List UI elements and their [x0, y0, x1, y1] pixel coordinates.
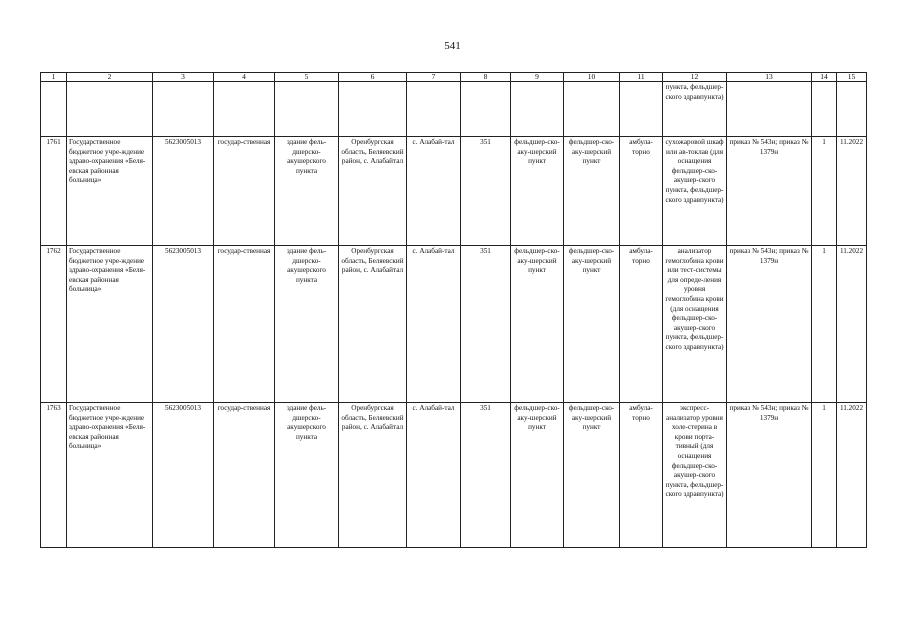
organization-name: Государственное бюджетное учре-ждение здраво-охранения «Беля-евская районная больница» — [67, 246, 153, 403]
column-number: 4 — [214, 73, 275, 82]
table-row — [41, 246, 867, 403]
page-number: 541 — [444, 40, 461, 52]
unit-type-2: фельдшер-ско-аку-шерский пункт — [564, 137, 620, 246]
table-cell: пункта, фельдшер-ского здравпункта) — [663, 82, 727, 137]
column-number-row — [41, 73, 867, 82]
equipment: экспресс-анализатор уровня холе-стерина в крови порта-тивный (для оснащения фельдшер-ско-акушер-ского пункта, фельдшер-ского здравпункта) — [663, 403, 727, 548]
unit-type: фельдшер-ско-аку-шерский пункт — [511, 246, 564, 403]
table-cell — [511, 82, 564, 137]
table-cell — [339, 82, 407, 137]
address: Оренбургская область, Беляевский район, с. Алабайтал — [339, 403, 407, 548]
table-row — [41, 137, 867, 246]
table-cell — [153, 82, 214, 137]
quantity: 1 — [812, 137, 837, 246]
date: 11.2022 — [837, 137, 867, 246]
column-number: 15 — [837, 73, 867, 82]
unit-type-2: фельдшер-ско-аку-шерский пункт — [564, 246, 620, 403]
column-number: 14 — [812, 73, 837, 82]
column-number: 13 — [727, 73, 812, 82]
building-type: здание фель-дшерско-акушерского пункта — [275, 246, 339, 403]
care-mode: амбула-торно — [620, 403, 663, 548]
column-number: 2 — [67, 73, 153, 82]
quantity: 1 — [812, 403, 837, 548]
table-cell — [67, 82, 153, 137]
column-number: 12 — [663, 73, 727, 82]
ownership-form: государ-ственная — [214, 246, 275, 403]
unit-type: фельдшер-ско-аку-шерский пункт — [511, 403, 564, 548]
column-number: 3 — [153, 73, 214, 82]
population: 351 — [461, 403, 511, 548]
care-mode: амбула-торно — [620, 246, 663, 403]
inn: 5623005013 — [153, 137, 214, 246]
settlement: с. Алабай-тал — [407, 137, 461, 246]
continuation-row — [41, 82, 867, 137]
register-table — [40, 72, 867, 548]
table-cell — [727, 82, 812, 137]
equipment: сухожаровой шкаф или ав-токлав (для оснащения фельдшер-ско-акушер-ского пункта, фельдшер-ского здравпункта) — [663, 137, 727, 246]
column-number: 5 — [275, 73, 339, 82]
order-reference: приказ № 543н; приказ № 1379н — [727, 137, 812, 246]
order-reference: приказ № 543н; приказ № 1379н — [727, 403, 812, 548]
address: Оренбургская область, Беляевский район, с. Алабайтал — [339, 246, 407, 403]
table-cell — [275, 82, 339, 137]
building-type: здание фель-дшерско-акушерского пункта — [275, 137, 339, 246]
table-cell — [407, 82, 461, 137]
table-cell — [812, 82, 837, 137]
unit-type-2: фельдшер-ско-аку-шерский пункт — [564, 403, 620, 548]
table-row — [41, 403, 867, 548]
ownership-form: государ-ственная — [214, 403, 275, 548]
settlement: с. Алабай-тал — [407, 246, 461, 403]
column-number: 10 — [564, 73, 620, 82]
organization-name: Государственное бюджетное учре-ждение здраво-охранения «Беля-евская районная больница» — [67, 403, 153, 548]
table-cell — [214, 82, 275, 137]
column-number: 7 — [407, 73, 461, 82]
column-number: 6 — [339, 73, 407, 82]
care-mode: амбула-торно — [620, 137, 663, 246]
ownership-form: государ-ственная — [214, 137, 275, 246]
row-number: 1762 — [41, 246, 67, 403]
row-number: 1761 — [41, 137, 67, 246]
table-cell — [564, 82, 620, 137]
column-number: 11 — [620, 73, 663, 82]
column-number: 9 — [511, 73, 564, 82]
quantity: 1 — [812, 246, 837, 403]
organization-name: Государственное бюджетное учре-ждение здраво-охранения «Беля-евская районная больница» — [67, 137, 153, 246]
building-type: здание фель-дшерско-акушерского пункта — [275, 403, 339, 548]
unit-type: фельдшер-ско-аку-шерский пункт — [511, 137, 564, 246]
inn: 5623005013 — [153, 246, 214, 403]
column-number: 8 — [461, 73, 511, 82]
column-number: 1 — [41, 73, 67, 82]
row-number: 1763 — [41, 403, 67, 548]
table-cell — [837, 82, 867, 137]
population: 351 — [461, 137, 511, 246]
order-reference: приказ № 543н; приказ № 1379н — [727, 246, 812, 403]
address: Оренбургская область, Беляевский район, с. Алабайтал — [339, 137, 407, 246]
date: 11.2022 — [837, 403, 867, 548]
table-cell — [620, 82, 663, 137]
date: 11.2022 — [837, 246, 867, 403]
population: 351 — [461, 246, 511, 403]
settlement: с. Алабай-тал — [407, 403, 461, 548]
table-cell — [461, 82, 511, 137]
equipment: анализатор гемоглобина крови или тест-системы для опреде-ления уровня гемоглобина крови (для оснащения фельдшер-ско-акушер-ского пункта, фельдшер-ского здравпункта) — [663, 246, 727, 403]
table-cell — [41, 82, 67, 137]
inn: 5623005013 — [153, 403, 214, 548]
